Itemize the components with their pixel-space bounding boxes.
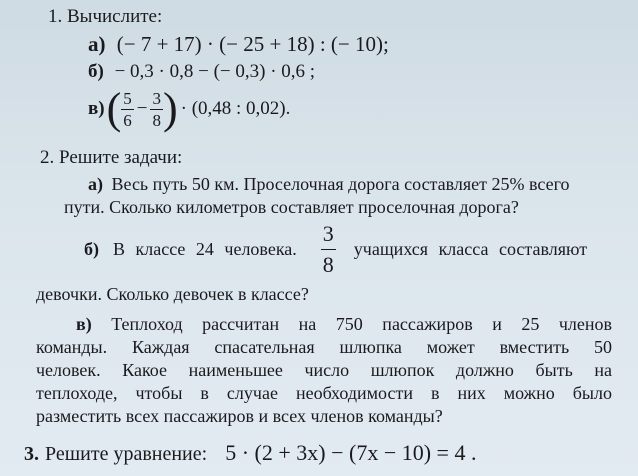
task1-c-minus: − [136, 98, 148, 119]
task1-b-expression: − 0,3 · 0,8 − (− 0,3) · 0,6 ; [114, 61, 316, 82]
task1-b-label: б) [88, 61, 104, 82]
task3-equation: 5 · (2 + 3x) − (7x − 10) = 4 . [225, 440, 477, 465]
task1-title-text: 1. Вычислите: [48, 6, 163, 27]
task1-c-tail: · (0,48 : 0,02). [180, 98, 291, 119]
task2-c-text-4: теплоходе, чтобы в случае необходимости в них можно было [36, 383, 612, 403]
task2-c-line5 [36, 406, 443, 427]
task2-a-label: а) [88, 174, 103, 194]
task2-b-text-before: В классе 24 человека. [113, 238, 297, 259]
task2-b-line2 [36, 284, 309, 305]
task2-a-line1 [88, 174, 570, 195]
task2-c-text-3: человек. Какое наименьшее число шлюпок должно быть на [36, 360, 612, 380]
task1-a-expression: (− 7 + 17) · (− 25 + 18) : (− 10); [116, 32, 389, 56]
task2-c-line1 [76, 314, 612, 335]
task1-item-b [88, 61, 315, 83]
task2-c-text-2: команды. Каждая спасательная шлюпка может вместить 50 [36, 337, 612, 357]
task1-c-fraction-2 [150, 90, 163, 129]
task2-c-line2 [36, 337, 612, 358]
task1-c-frac2-denominator: 8 [152, 110, 161, 130]
task1-c-label: в) [88, 98, 105, 119]
task3-title: Решите уравнение: [45, 443, 208, 465]
task2-b-text-2: девочки. Сколько девочек в классе? [36, 284, 309, 304]
task1-item-c [88, 82, 290, 136]
task2-b-fraction [321, 220, 336, 277]
task3 [24, 440, 476, 466]
task2-b-text-after: учащихся класса составляют [353, 238, 588, 259]
task1-item-a [88, 32, 389, 57]
task2-b-frac-numerator: 3 [321, 223, 336, 250]
task1-c-fraction-1 [121, 90, 134, 129]
task1-a-label: а) [88, 32, 106, 56]
task2-a-text-1: Весь путь 50 км. Проселочная дорога составляет 25% всего [111, 174, 570, 194]
task2-c-line3 [36, 360, 612, 381]
task2-title [40, 147, 182, 169]
task2-c-line4 [36, 383, 612, 404]
task2-title-text: 2. Решите задачи: [40, 147, 183, 168]
task1-c-frac2-numerator: 3 [152, 88, 161, 108]
task3-number: 3. [24, 443, 39, 465]
task1-c-close-paren: ) [162, 84, 178, 133]
task1-title [48, 6, 162, 28]
task2-c-text-5: разместить всех пассажиров и всех членов команды? [36, 406, 443, 426]
task2-a-text-2: пути. Сколько километров составляет проселочная дорога? [64, 197, 519, 217]
task2-b-label: б) [84, 238, 99, 259]
task2-c-label: в) [76, 314, 92, 334]
task2-c-text-1: Теплоход рассчитан на 750 пассажиров и 25 членов [111, 314, 612, 334]
task1-c-open-paren: ( [106, 84, 122, 133]
task2-b-line1 [84, 218, 614, 280]
task2-a-line2 [64, 197, 519, 218]
task2-b-frac-denominator: 8 [322, 251, 334, 277]
task1-c-frac1-denominator: 6 [123, 110, 132, 130]
task1-c-frac1-numerator: 5 [123, 88, 132, 108]
